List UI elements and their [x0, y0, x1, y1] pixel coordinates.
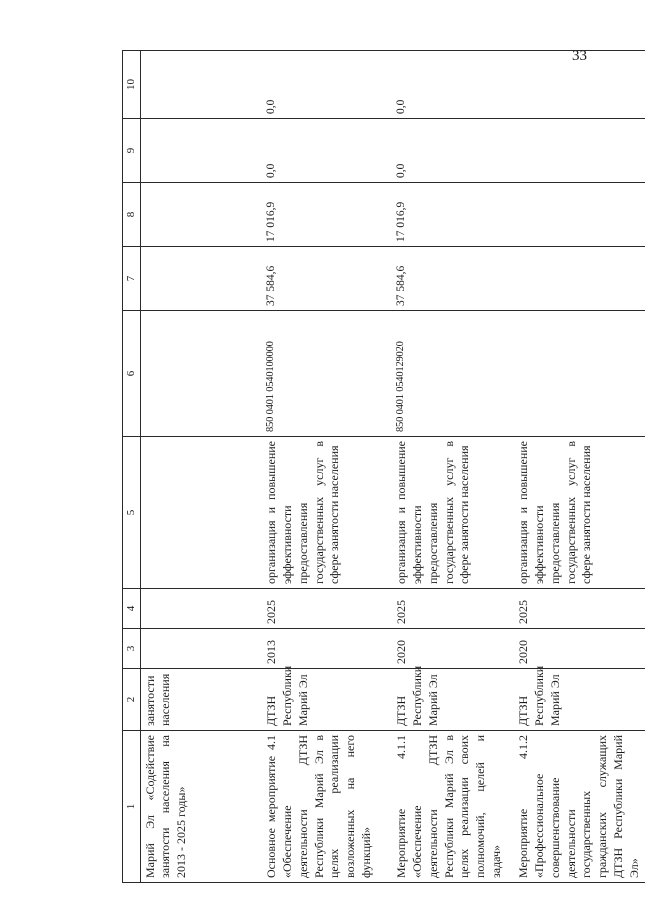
header-col-5: 5 — [123, 437, 141, 589]
row-value-10: 0,0 — [262, 51, 392, 119]
row-value-7 — [514, 247, 645, 311]
table-row — [140, 51, 262, 883]
row-executor: ДТЗН Республики Марий Эл — [262, 669, 392, 731]
row-budget-code: 850 0401 0540100000 — [262, 311, 392, 437]
program-table-rotated — [122, 51, 641, 883]
row-name: Основное мероприятие 4.1 «Обеспечение деятельности ДТЗН Республики Марий Эл в целях реализации возложенных на него функций» — [262, 731, 392, 883]
row-value-8: 17 016,9 — [262, 183, 392, 247]
row-value-7: 37 584,6 — [392, 247, 514, 311]
row-value-8 — [140, 183, 262, 247]
row-executor: занятости населения — [140, 669, 262, 731]
header-col-4: 4 — [123, 589, 141, 629]
row-value-9 — [514, 119, 645, 183]
row-result: организация и повышение эффективности предоставления государственных услуг в сфере занятости населения — [514, 437, 645, 589]
header-col-7: 7 — [123, 247, 141, 311]
header-col-3: 3 — [123, 629, 141, 669]
row-start-year: 2020 — [514, 629, 645, 669]
row-end-year: 2025 — [392, 589, 514, 629]
row-end-year — [140, 589, 262, 629]
row-value-7 — [140, 247, 262, 311]
page-number: 33 — [572, 48, 587, 64]
row-value-9 — [140, 119, 262, 183]
row-value-8 — [514, 183, 645, 247]
header-col-1: 1 — [123, 731, 141, 883]
row-start-year: 2013 — [262, 629, 392, 669]
header-col-8: 8 — [123, 183, 141, 247]
row-end-year: 2025 — [514, 589, 645, 629]
row-start-year: 2020 — [392, 629, 514, 669]
header-col-6: 6 — [123, 311, 141, 437]
row-budget-code: 850 0401 0540129020 — [392, 311, 514, 437]
table-row — [392, 51, 514, 883]
row-value-10: 0,0 — [392, 51, 514, 119]
header-col-10: 10 — [123, 51, 141, 119]
row-value-10 — [140, 51, 262, 119]
header-col-2: 2 — [123, 669, 141, 731]
row-result: организация и повышение эффективности предоставления государственных услуг в сфере занятости населения — [392, 437, 514, 589]
table-row — [262, 51, 392, 883]
row-executor: ДТЗН Республики Марий Эл — [514, 669, 645, 731]
row-budget-code — [514, 311, 645, 437]
table-row — [514, 51, 645, 883]
row-start-year — [140, 629, 262, 669]
row-value-9: 0,0 — [392, 119, 514, 183]
row-result — [140, 437, 262, 589]
row-budget-code — [140, 311, 262, 437]
program-table — [122, 50, 645, 883]
row-executor: ДТЗН Республики Марий Эл — [392, 669, 514, 731]
row-result: организация и повышение эффективности предоставления государственных услуг в сфере занятости населения — [262, 437, 392, 589]
row-name: Мероприятие 4.1.1 «Обеспечение деятельности ДТЗН Республики Марий Эл в целях реализации своих полномочий, целей и задач» — [392, 731, 514, 883]
row-value-7: 37 584,6 — [262, 247, 392, 311]
row-name: Марий Эл «Содействие занятости населения на 2013 - 2025 годы» — [140, 731, 262, 883]
row-value-8: 17 016,9 — [392, 183, 514, 247]
row-end-year: 2025 — [262, 589, 392, 629]
row-value-9: 0,0 — [262, 119, 392, 183]
row-value-10 — [514, 51, 645, 119]
row-name: Мероприятие 4.1.2 «Профессиональное совершенствование деятельности государственных гражданских служащих ДТЗН Республики Марий Эл» — [514, 731, 645, 883]
header-col-9: 9 — [123, 119, 141, 183]
header-row — [123, 51, 141, 883]
